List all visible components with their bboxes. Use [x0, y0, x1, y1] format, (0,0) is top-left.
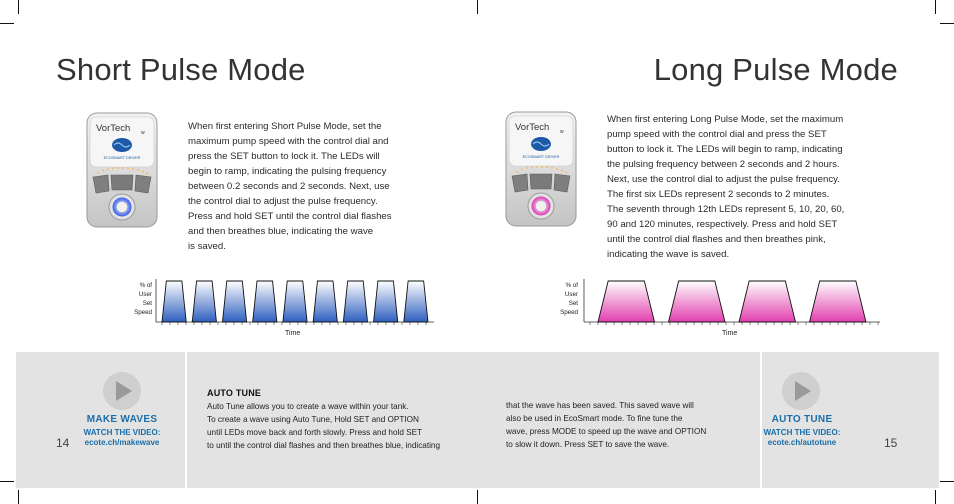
long-pulse-description: When first entering Long Pulse Mode, set the maximum pump speed with the control dial and press the SET button to lock it. The LEDs will begin to ramp, indicating the pulsing frequency between 2 seconds and 2 hours. Next, use the control dial to adjust the pulse frequency. The first six LEDs represent 2 seconds to 2 minutes. The seventh through 12th LEDs represent 5, 10, 20, 60, 90 and 120 minutes, respectively. Press and hold SET until the control dial flashes and then breathes pink, indicating the wave is saved.: [607, 114, 845, 260]
auto-tune-watch-label: WATCH THE VIDEO:: [763, 428, 841, 437]
auto-tune-text-right: that the wave has been saved. This saved wave will also be used in EcoSmart mode. To fine tune the wave, press MODE to speed up the wave and OPTION to slow it down. Press SET to save the wave.: [506, 401, 707, 449]
pulse-wave: [404, 281, 428, 322]
vortech-logo-text: VorTech: [515, 122, 550, 133]
crop-mark: [0, 23, 14, 24]
crop-mark: [477, 0, 478, 14]
make-waves-link[interactable]: ecote.ch/makewave: [84, 438, 160, 447]
crop-mark: [935, 490, 936, 504]
long-pulse-chart: [558, 277, 888, 339]
y-axis-label-line: % of: [565, 282, 578, 289]
pulse-wave: [162, 281, 186, 322]
play-button-make-waves[interactable]: [102, 371, 142, 411]
pulse-wave: [253, 281, 277, 322]
page-number-right: 15: [884, 436, 898, 450]
panel-divider: [185, 352, 187, 488]
pulse-wave: [669, 281, 726, 322]
y-axis-label-line: User: [138, 291, 152, 298]
vortech-driver-icon: [84, 111, 160, 229]
long-pulse-chart-svg: [558, 277, 888, 339]
auto-tune-heading: AUTO TUNE: [207, 388, 262, 398]
pulse-wave: [343, 281, 367, 322]
make-waves-title: MAKE WAVES: [86, 414, 158, 425]
play-icon: [781, 371, 821, 411]
pulse-wave: [739, 281, 796, 322]
svg-text:ECOSMART DRIVER: ECOSMART DRIVER: [522, 155, 560, 159]
y-axis-label-line: % of: [139, 282, 152, 289]
y-axis-label-line: Set: [142, 300, 152, 307]
y-axis-label-line: User: [564, 291, 578, 298]
pulse-wave: [192, 281, 216, 322]
svg-text:w: w: [141, 130, 145, 136]
page-title-long-pulse: Long Pulse Mode: [653, 52, 898, 87]
crop-mark: [18, 0, 19, 14]
crop-mark: [18, 490, 19, 504]
short-pulse-chart: [132, 277, 442, 339]
page-number-left: 14: [56, 436, 70, 450]
play-button-auto-tune[interactable]: [781, 371, 821, 411]
vortech-driver-icon: [503, 110, 579, 228]
crop-mark: [940, 23, 954, 24]
crop-mark: [935, 0, 936, 14]
y-axis-label-line: Speed: [560, 309, 578, 316]
svg-text:w: w: [560, 129, 564, 135]
auto-tune-text-left: Auto Tune allows you to create a wave within your tank. To create a wave using Auto Tune, Hold SET and OPTION until LEDs move back and forth slowly. Press and hold SET to until the control dial flashes and then breathes blue, indicating: [207, 402, 441, 450]
pulse-wave: [313, 281, 337, 322]
play-icon: [102, 371, 142, 411]
vortech-driver-image-right: [503, 110, 579, 228]
pulse-wave: [283, 281, 307, 322]
vortech-driver-image-left: [84, 111, 160, 229]
y-axis-label-line: Speed: [134, 309, 152, 316]
page-title-short-pulse: Short Pulse Mode: [56, 52, 306, 87]
short-pulse-description: When first entering Short Pulse Mode, set the maximum pump speed with the control dial and press the SET button to lock it. The LEDs will begin to ramp, indicating the pulsing frequency between 0.2 seconds and 2 seconds. Next, use the control dial to adjust the pulse frequency. Press and hold SET until the control dial flashes and then breathes blue, indicating the wave is saved.: [188, 121, 392, 252]
crop-mark: [0, 481, 14, 482]
pulse-wave: [222, 281, 246, 322]
pulse-wave: [598, 281, 655, 322]
short-pulse-chart-svg: [132, 277, 442, 339]
pulse-wave: [374, 281, 398, 322]
crop-mark: [477, 490, 478, 504]
pulse-wave: [810, 281, 867, 322]
crop-mark: [940, 481, 954, 482]
x-axis-label: Time: [722, 330, 738, 337]
x-axis-label: Time: [285, 330, 301, 337]
vortech-logo-text: VorTech: [96, 123, 131, 134]
auto-tune-link[interactable]: ecote.ch/autotune: [767, 438, 837, 447]
svg-text:ECOSMART DRIVER: ECOSMART DRIVER: [103, 156, 141, 160]
make-waves-watch-label: WATCH THE VIDEO:: [83, 428, 161, 437]
y-axis-label-line: Set: [568, 300, 578, 307]
auto-tune-video-title: AUTO TUNE: [771, 414, 833, 425]
